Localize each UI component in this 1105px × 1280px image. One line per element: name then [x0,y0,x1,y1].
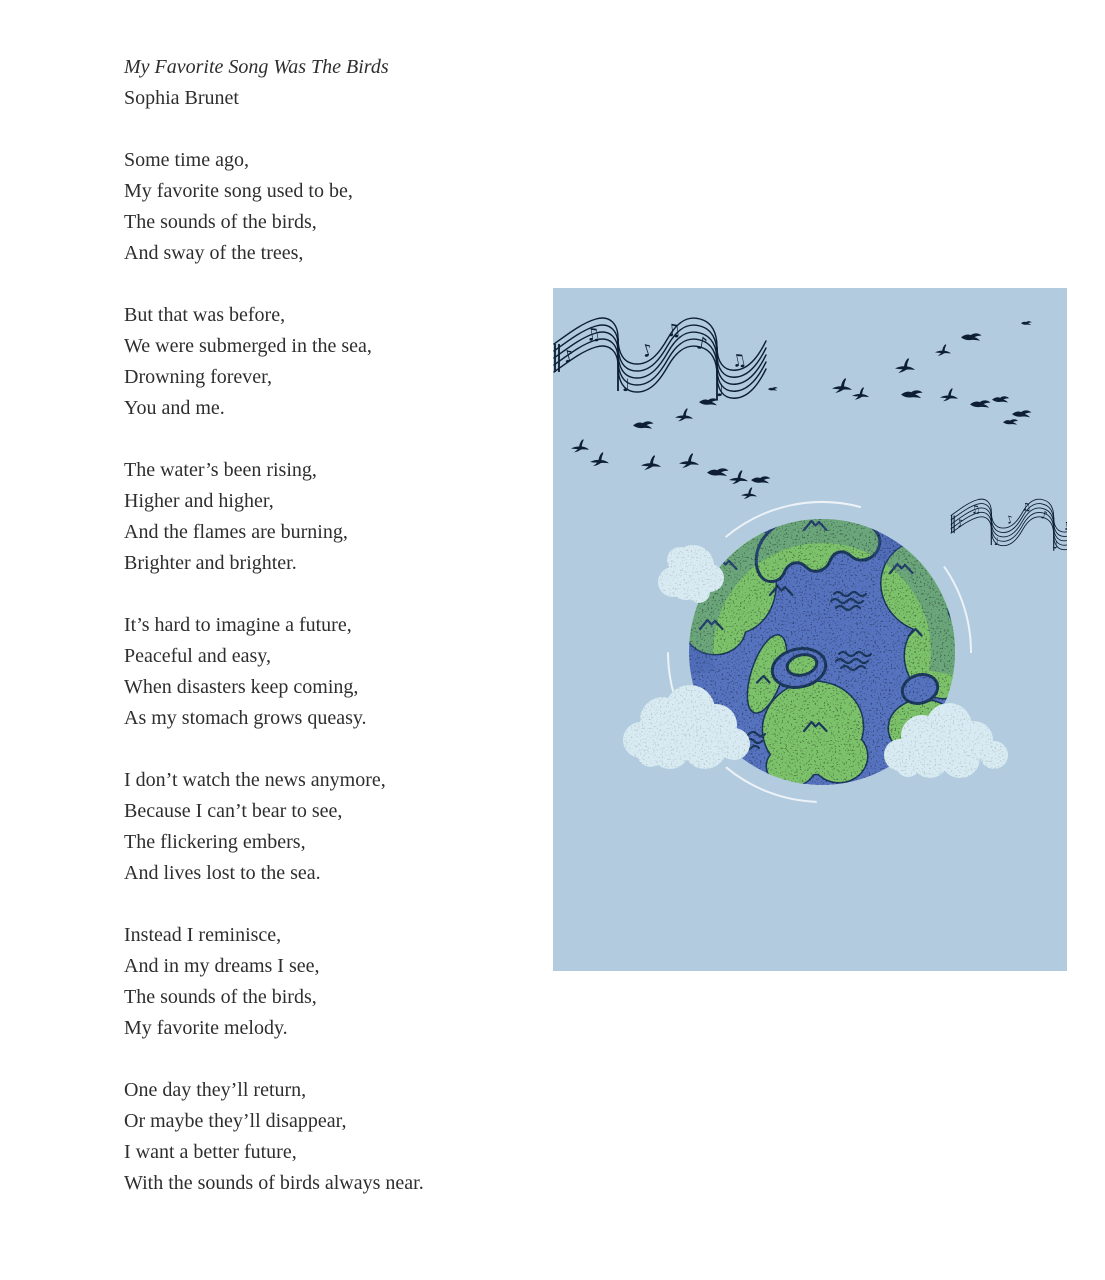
poem-line: One day they’ll return, [124,1079,307,1101]
poem-line: The flickering embers, [124,831,306,853]
poem-line: The sounds of the birds, [124,211,317,233]
stanza [124,920,564,1044]
poem-line: With the sounds of birds always near. [124,1172,424,1194]
poem-line: When disasters keep coming, [124,676,359,698]
poem [124,52,564,1230]
poem-header [124,52,564,114]
poem-line: And in my dreams I see, [124,955,320,977]
poem-line: But that was before, [124,304,286,326]
poem-line: The sounds of the birds, [124,986,317,1008]
earth-illustration [553,288,1067,971]
poem-line: And lives lost to the sea. [124,862,321,884]
poem-line: We were submerged in the sea, [124,335,372,357]
poem-author: Sophia Brunet [124,87,239,109]
poem-line: Drowning forever, [124,366,273,388]
poem-title: My Favorite Song Was The Birds [124,56,389,78]
stanza [124,1075,564,1199]
poem-line: The water’s been rising, [124,459,317,481]
poem-line: Brighter and brighter. [124,552,297,574]
stanza [124,610,564,734]
poem-line: You and me. [124,397,225,419]
poem-line: Or maybe they’ll disappear, [124,1110,347,1132]
poem-line: Instead I reminisce, [124,924,282,946]
poem-line: And the flames are burning, [124,521,348,543]
poem-line: And sway of the trees, [124,242,304,264]
poem-line: Some time ago, [124,149,249,171]
poem-line: Because I can’t bear to see, [124,800,343,822]
poem-line: I want a better future, [124,1141,297,1163]
poem-line: Peaceful and easy, [124,645,271,667]
stanza [124,765,564,889]
stanza [124,300,564,424]
poem-line: I don’t watch the news anymore, [124,769,386,791]
poem-line: My favorite song used to be, [124,180,353,202]
poem-line: It’s hard to imagine a future, [124,614,352,636]
stanza [124,455,564,579]
stanza [124,145,564,269]
poem-line: Higher and higher, [124,490,274,512]
poem-line: As my stomach grows queasy. [124,707,367,729]
poem-line: My favorite melody. [124,1017,288,1039]
